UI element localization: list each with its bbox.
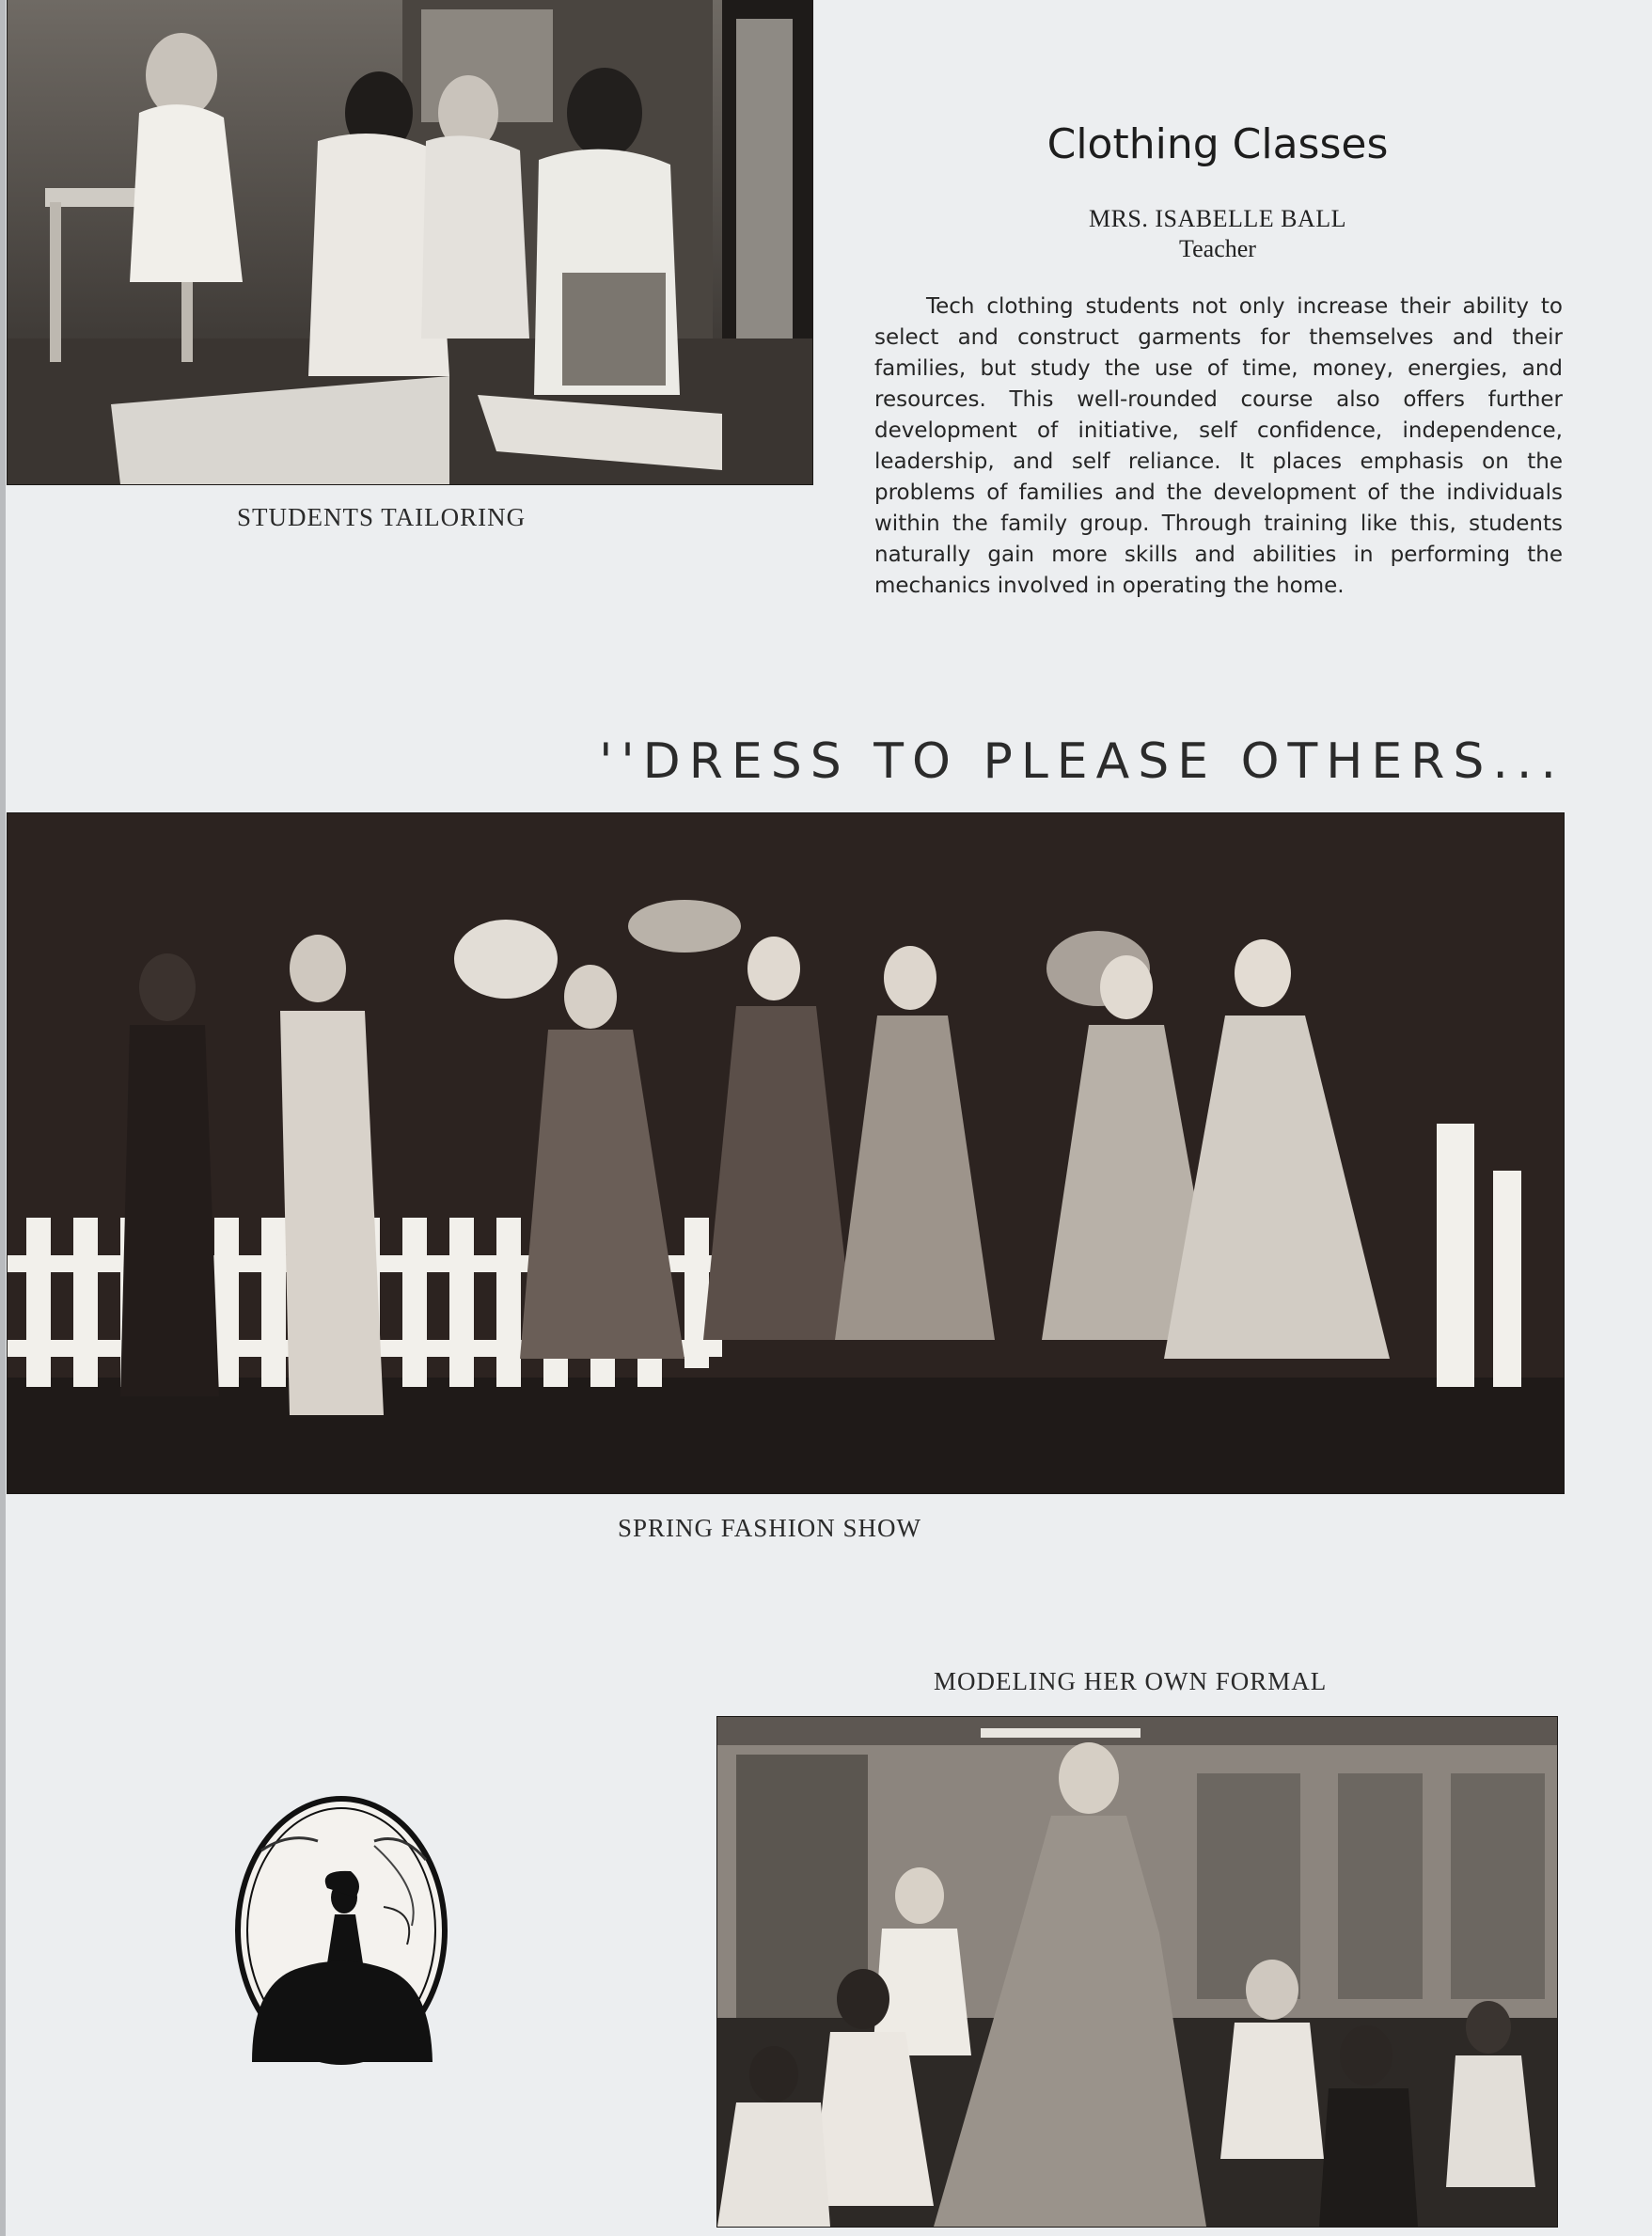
photo-modeling-formal (717, 1717, 1557, 2227)
fashion-show-photo-illustration (8, 813, 1564, 1493)
article-title: Clothing Classes (1046, 120, 1389, 168)
caption-spring-fashion-show: SPRING FASHION SHOW (618, 1514, 922, 1542)
page-binding-edge (0, 0, 6, 2236)
photo-spring-fashion-show (8, 813, 1564, 1493)
article-body: Tech clothing students not only increase their ability to select and construct garments for themselves and their families, but study the use of time, money, energies, and resources. This well-rounded course also offers further development of initiative, self confidence, independence, leadership, and self reliance. It places emphasis on the problems of families and the development of the individuals within the family group. Through training like this, students naturally gain more skills and abilities in performing the mechanics involved in operating the home. (874, 294, 1563, 598)
silhouette-cameo-ornament (233, 1794, 449, 2067)
photo-students-tailoring (8, 0, 812, 484)
teacher-role: Teacher (1179, 235, 1256, 262)
caption-modeling-formal: MODELING HER OWN FORMAL (934, 1667, 1328, 1695)
teacher-name: MRS. ISABELLE BALL (1088, 205, 1347, 232)
headline-dress-to-please: ''DRESS TO PLEASE OTHERS... (599, 733, 1565, 790)
tailoring-photo-illustration (8, 0, 812, 484)
formal-photo-illustration (717, 1717, 1557, 2227)
caption-students-tailoring: STUDENTS TAILORING (237, 503, 527, 531)
